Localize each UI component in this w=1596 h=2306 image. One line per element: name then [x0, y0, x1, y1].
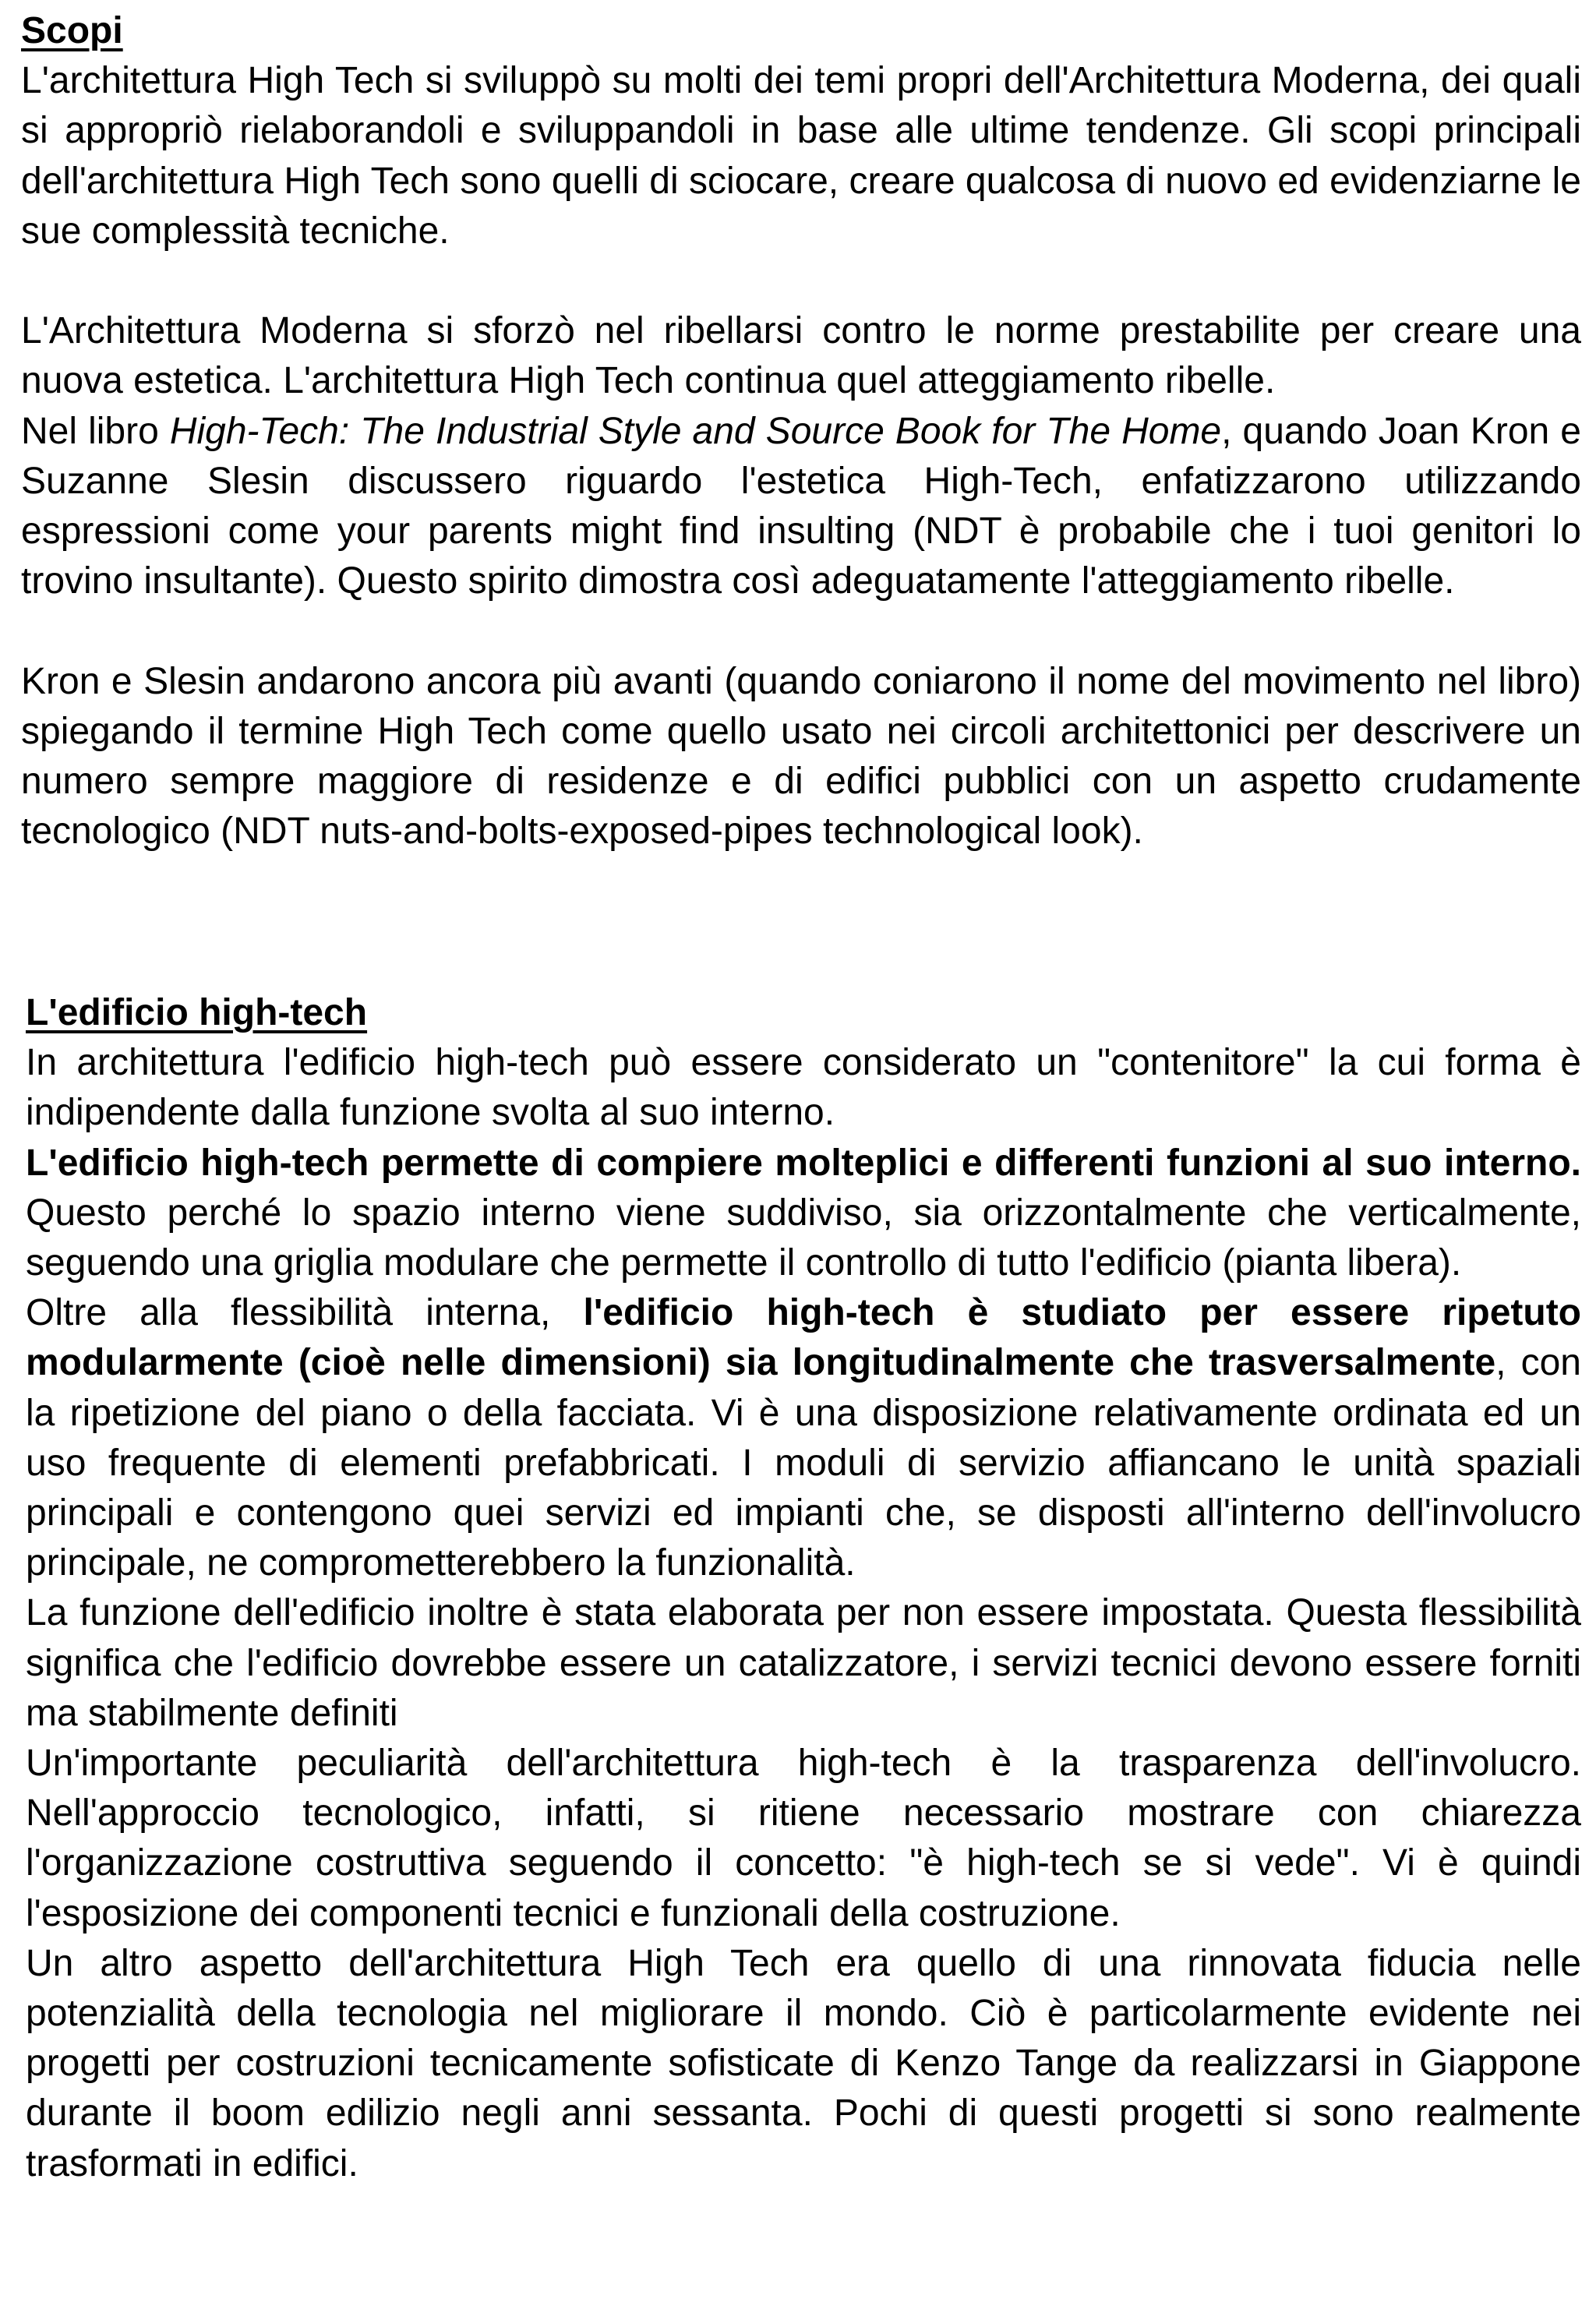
paragraph-edificio-3-rest: , con la ripetizione del piano o della facciata. Vi è una disposizione relativamente ordinata ed un uso frequente di elementi prefabbricati. I moduli di servizio affiancano le unità spaziali principali e contengono quei servizi ed impianti che, se disposti all'interno dell'involucro principale, ne comprometterebbero la funzionalità. — [26, 1342, 1581, 1584]
paragraph-edificio-5: Un'importante peculiarità dell'architettura high-tech è la trasparenza dell'involucro. Nell'approccio tecnologico, infatti, si ritiene necessario mostrare con chiarezza l'organizzazione costruttiva seguendo il concetto: "è high-tech se si vede". Vi è quindi l'esposizione dei componenti tecnici e funzionali della costruzione. — [26, 1743, 1581, 1934]
paragraph-scopi-3-rest: , quando Joan Kron e Suzanne Slesin discussero riguardo l'estetica High-Tech, enfatizzarono utilizzando espressioni come your parents might find insulting (NDT è probabile che i tuoi genitori lo trovino insultante). Questo spirito dimostra così adeguatamente l'atteggiamento ribelle. — [21, 410, 1581, 602]
paragraph-edificio-6: Un altro aspetto dell'architettura High Tech era quello di una rinnovata fiducia nelle potenzialità della tecnologia nel migliorare il mondo. Ciò è particolarmente evidente nei progetti per costruzioni tecnicamente sofisticate di Kenzo Tange da realizzarsi in Giappone durante il boom edilizio negli anni sessanta. Pochi di questi progetti si sono realmente trasformati in edifici. — [26, 1942, 1581, 2184]
paragraph-edificio-2-rest: Questo perché lo spazio interno viene suddiviso, sia orizzontalmente che verticalmente, seguendo una griglia modulare che permette il controllo di tutto l'edificio (pianta libera). — [26, 1192, 1581, 1284]
section-scopi — [21, 6, 1581, 856]
book-title: High-Tech: The Industrial Style and Source Book for The Home — [169, 410, 1222, 452]
paragraph-scopi-3 — [21, 407, 1581, 607]
heading-scopi: Scopi — [21, 10, 123, 51]
heading-edificio-high-tech: L'edificio high-tech — [26, 992, 368, 1033]
section-edificio-high-tech — [26, 988, 1581, 2189]
paragraph-scopi-1: L'architettura High Tech si sviluppò su molti dei temi propri dell'Architettura Moderna, dei quali si appropriò rielaborandoli e sviluppandoli in base alle ultime tendenze. Gli scopi principali dell'architettura High Tech sono quelli di sciocare, creare qualcosa di nuovo ed evidenziarne le sue complessità tecniche. — [21, 60, 1581, 252]
paragraph-edificio-2 — [26, 1139, 1581, 1289]
paragraph-edificio-2-bold: L'edificio high-tech permette di compiere molteplici e differenti funzioni al suo interno. — [26, 1142, 1581, 1184]
paragraph-edificio-3 — [26, 1288, 1581, 1588]
paragraph-scopi-4: Kron e Slesin andarono ancora più avanti (quando coniarono il nome del movimento nel libro) spiegando il termine High Tech come quello usato nei circoli architettonici per descrivere un numero sempre maggiore di residenze e di edifici pubblici con un aspetto crudamente tecnologico (NDT nuts-and-bolts-exposed-pipes technological look). — [21, 660, 1581, 853]
paragraph-edificio-1: In architettura l'edificio high-tech può essere considerato un "contenitore" la cui forma è indipendente dalla funzione svolta al suo interno. — [26, 1042, 1581, 1134]
paragraph-edificio-3-start: Oltre alla flessibilità interna, — [26, 1292, 584, 1334]
paragraph-edificio-3-bold: l'edificio high-tech è studiato per essere ripetuto modularmente (cioè nelle dimensioni) sia longitudinalmente che trasversalmente — [26, 1292, 1581, 1384]
paragraph-scopi-3-intro: Nel libro — [21, 410, 170, 452]
paragraph-edificio-4: La funzione dell'edificio inoltre è stata elaborata per non essere impostata. Questa flessibilità significa che l'edificio dovrebbe essere un catalizzatore, i servizi tecnici devono essere forniti ma stabilmente definiti — [26, 1592, 1581, 1734]
paragraph-scopi-2: L'Architettura Moderna si sforzò nel ribellarsi contro le norme prestabilite per creare una nuova estetica. L'architettura High Tech continua quel atteggiamento ribelle. — [21, 310, 1581, 402]
